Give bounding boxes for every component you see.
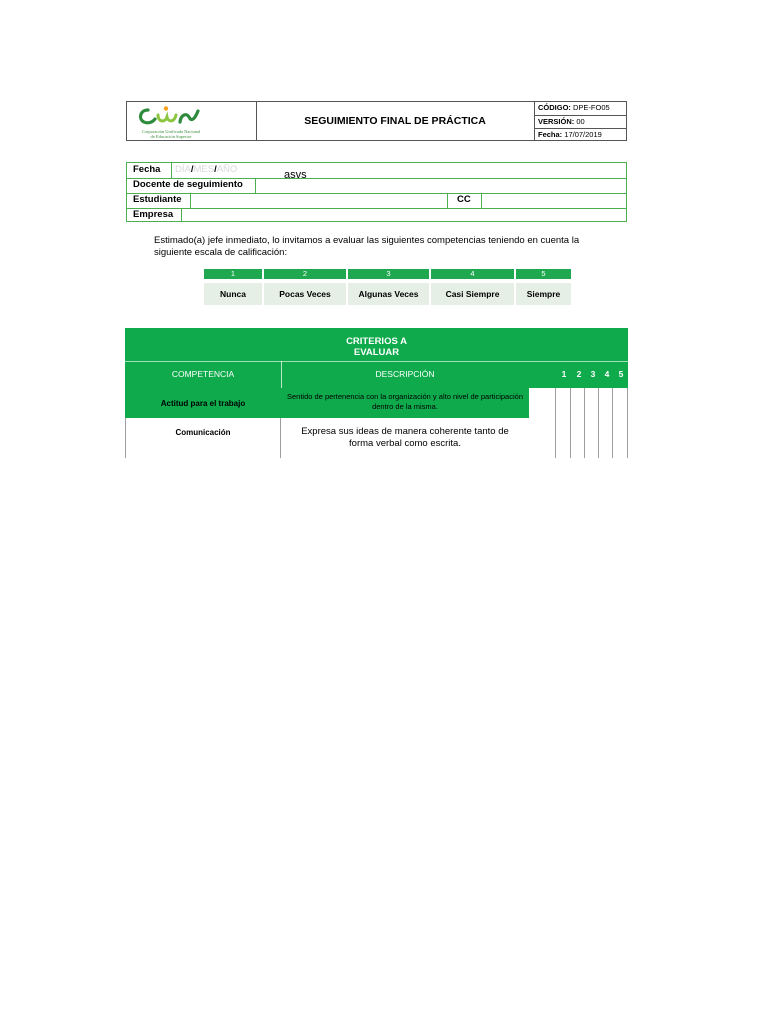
codigo-label: CÓDIGO: — [538, 103, 571, 112]
date-slash: / — [214, 164, 217, 175]
descripcion-cell: Expresa sus ideas de manera coherente tanto de forma verbal como escrita. — [301, 426, 509, 449]
intro-text: Estimado(a) jefe inmediato, lo invitamos a evaluar las siguientes competencias teniendo en cuenta la siguiente escala de calificación: — [154, 235, 580, 258]
criteria-table — [125, 328, 628, 449]
version-row — [534, 116, 626, 130]
score-header: 3 — [590, 369, 596, 379]
scale-label: Siempre — [516, 283, 571, 305]
docente-label: Docente de seguimiento — [133, 179, 243, 190]
criteria-title-line1: CRITERIOS A — [346, 336, 407, 347]
version-label: VERSIÓN: — [538, 116, 575, 126]
cun-logo — [133, 105, 251, 139]
scale-number: 3 — [348, 269, 429, 279]
logo-text-line1: Corporación Unificada Nacional — [141, 129, 201, 134]
scale-item — [431, 269, 514, 306]
scale-item — [516, 269, 571, 306]
score-cells — [555, 388, 628, 418]
criteria-column-headers — [125, 361, 628, 388]
scale-label: Nunca — [204, 283, 262, 305]
logo-text-line2: de Educación Superior — [150, 134, 192, 139]
version-value: 00 — [576, 116, 585, 126]
descripcion-header: DESCRIPCIÓN — [375, 369, 435, 379]
document-title: SEGUIMIENTO FINAL DE PRÁCTICA — [256, 102, 535, 140]
scale-item — [348, 269, 429, 306]
competencia-cell: Actitud para el trabajo — [125, 388, 281, 418]
scale-number: 1 — [204, 269, 262, 279]
empresa-field[interactable] — [182, 208, 626, 222]
score-header: 1 — [561, 369, 567, 379]
competencia-cell: Comunicación — [125, 418, 281, 458]
mes-placeholder: MES — [193, 164, 215, 175]
scale-label: Algunas Veces — [348, 283, 429, 305]
fecha-meta-value: 17/07/2019 — [564, 130, 602, 140]
criteria-title — [125, 328, 628, 361]
logo-cell — [127, 102, 257, 140]
criteria-row — [125, 418, 628, 458]
cc-label: CC — [457, 194, 471, 205]
cc-field[interactable] — [482, 193, 626, 208]
score-cells — [555, 418, 628, 458]
info-table — [126, 162, 627, 222]
rating-scale — [204, 269, 571, 306]
empresa-label: Empresa — [133, 209, 174, 220]
criteria-title-line2: EVALUAR — [353, 347, 400, 358]
typed-text[interactable]: asvs — [284, 169, 307, 181]
estudiante-label: Estudiante — [133, 194, 182, 205]
docente-row — [127, 178, 626, 194]
criteria-row — [125, 388, 628, 418]
date-field[interactable] — [175, 164, 237, 175]
docente-field[interactable] — [256, 178, 626, 193]
score-header: 5 — [618, 369, 624, 379]
estudiante-field[interactable] — [191, 193, 446, 208]
scale-item — [264, 269, 346, 306]
fecha-meta-label: Fecha: — [538, 130, 563, 140]
estudiante-row — [127, 193, 626, 209]
date-slash: / — [190, 164, 194, 175]
scale-item — [204, 269, 262, 306]
scale-label: Casi Siempre — [431, 283, 514, 305]
score-header: 4 — [604, 369, 610, 379]
fecha-label: Fecha — [133, 164, 161, 175]
scale-number: 4 — [431, 269, 514, 279]
fecha-row — [127, 163, 626, 179]
descripcion-cell: Sentido de pertenencia con la organización y alto nivel de participación dentro de la misma. — [281, 388, 529, 418]
codigo-row — [534, 102, 626, 116]
codigo-value: DPE-FO05 — [573, 103, 610, 112]
document-header — [126, 101, 627, 141]
score-header: 2 — [576, 369, 582, 379]
scale-number: 5 — [516, 269, 571, 279]
dia-placeholder: DÍA — [175, 164, 191, 175]
fecha-row — [534, 129, 626, 142]
empresa-row — [127, 208, 626, 222]
ano-placeholder: AÑO — [216, 164, 238, 175]
competencia-header: COMPETENCIA — [171, 369, 235, 379]
scale-label: Pocas Veces — [264, 283, 346, 305]
document-meta — [534, 102, 626, 140]
scale-number: 2 — [264, 269, 346, 279]
